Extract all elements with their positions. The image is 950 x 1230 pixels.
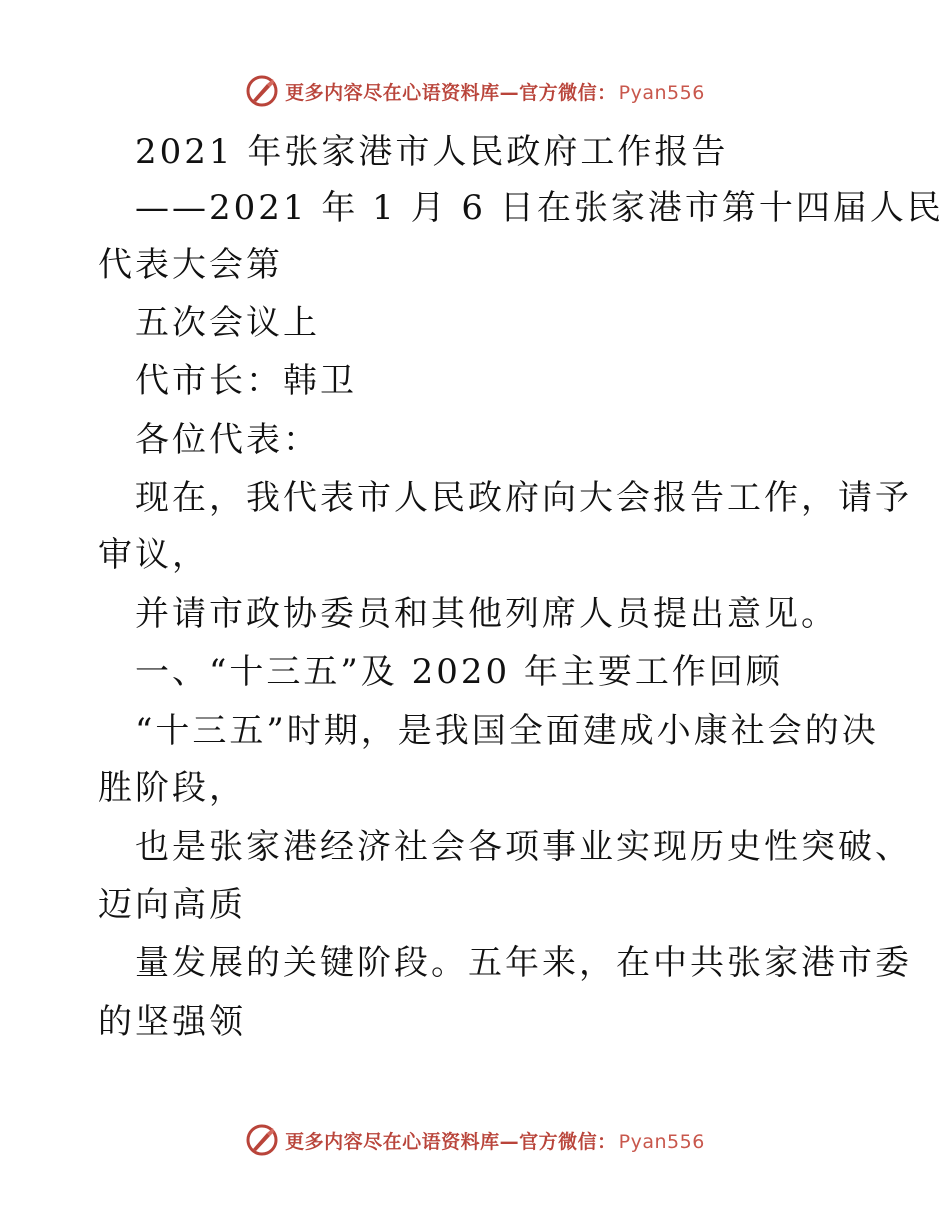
paragraph-line: 胜阶段， xyxy=(98,768,246,808)
paragraph-line: 的坚强领 xyxy=(98,1002,246,1042)
report-title: 2021 年张家港市人民政府工作报告 xyxy=(135,132,729,172)
header-watermark xyxy=(0,71,950,111)
paragraph-line: 量发展的关键阶段。五年来，在中共张家港市委 xyxy=(135,943,912,983)
quill-logo-icon xyxy=(245,1123,279,1157)
subtitle-line-1: ——2021 年 1 月 6 日在张家港市第十四届人民 xyxy=(135,188,944,228)
footer-watermark xyxy=(0,1120,950,1160)
speaker-line: 代市长：韩卫 xyxy=(135,361,357,401)
paragraph-line: 审议， xyxy=(98,535,209,575)
salutation: 各位代表： xyxy=(135,420,320,460)
paragraph-line: 并请市政协委员和其他列席人员提出意见。 xyxy=(135,594,838,634)
watermark-text: 更多内容尽在心语资料库—官方微信： Pyan556 xyxy=(285,81,705,104)
paragraph-line: “十三五”时期，是我国全面建成小康社会的决 xyxy=(135,711,879,751)
subtitle-line-2: 代表大会第 xyxy=(98,245,283,285)
paragraph-line: 也是张家港经济社会各项事业实现历史性突破、 xyxy=(135,827,912,867)
watermark-text: 更多内容尽在心语资料库—官方微信： Pyan556 xyxy=(285,1130,705,1153)
paragraph-line: 迈向高质 xyxy=(98,885,246,925)
section-heading: 一、“十三五”及 2020 年主要工作回顾 xyxy=(135,652,783,692)
subtitle-line-3: 五次会议上 xyxy=(135,303,320,343)
paragraph-line: 现在，我代表市人民政府向大会报告工作，请予 xyxy=(135,478,912,518)
quill-logo-icon xyxy=(245,74,279,108)
